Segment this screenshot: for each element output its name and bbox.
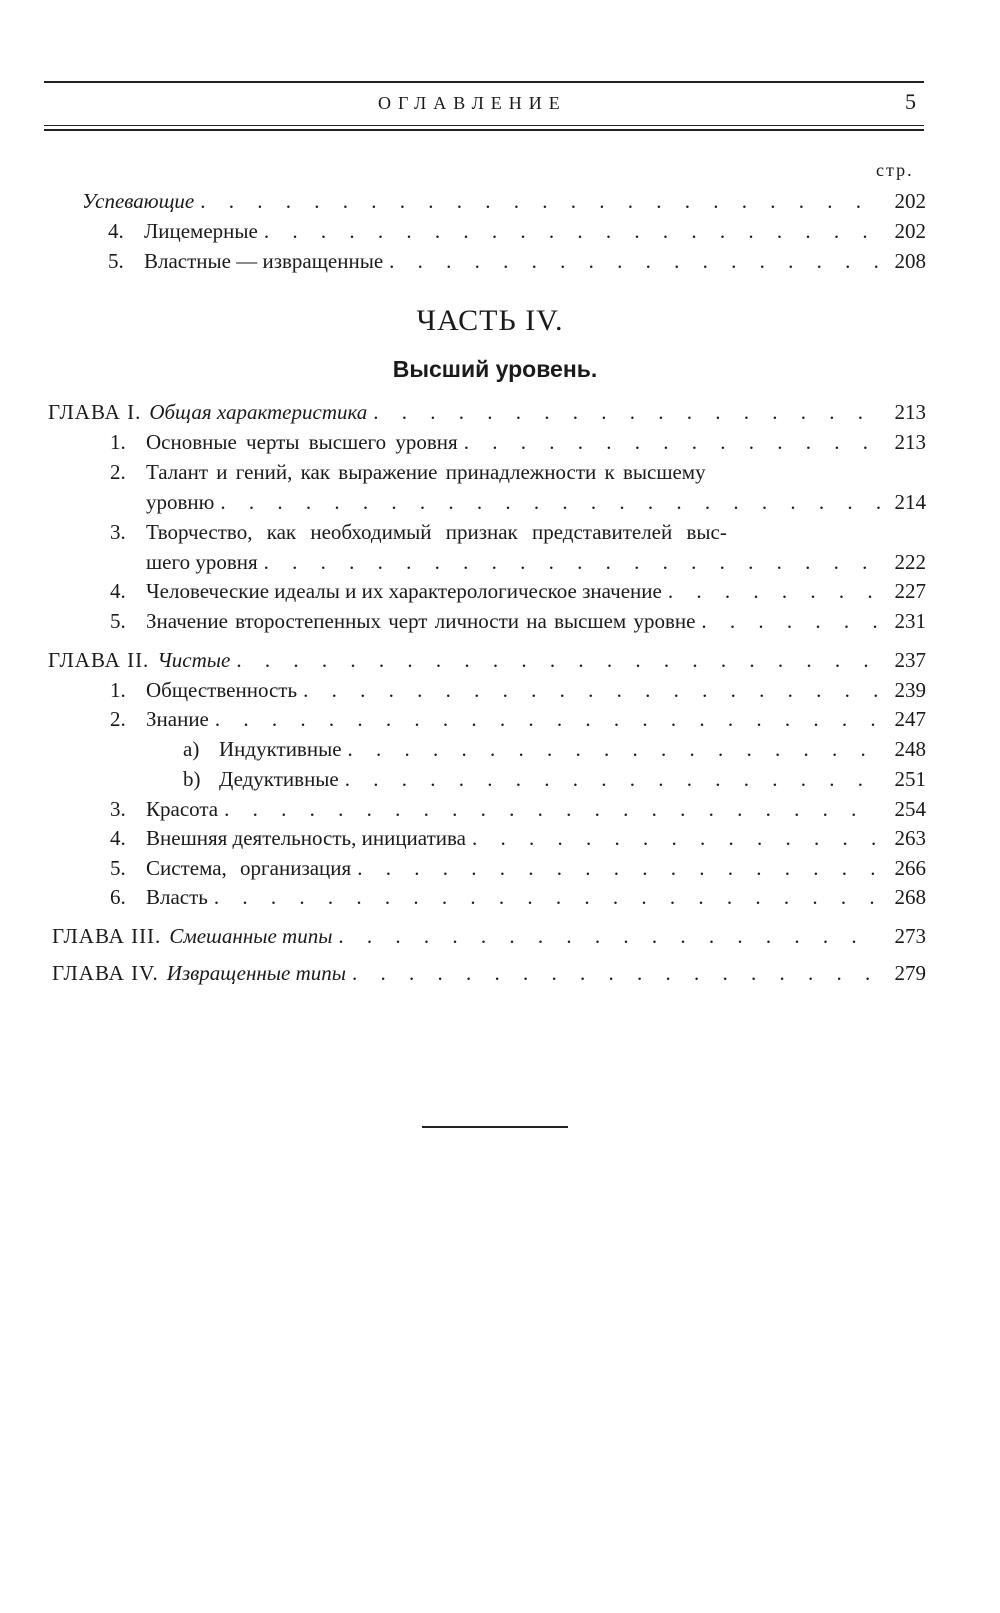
entry-page: 266 <box>894 856 926 880</box>
entry-page: 208 <box>894 249 926 273</box>
dot-leader <box>220 489 880 515</box>
header-bottom-rule <box>44 125 924 126</box>
dot-leader <box>264 218 880 244</box>
dot-leader <box>303 677 880 703</box>
chapter-title: Извращенные типы <box>166 961 346 985</box>
entry-page: 202 <box>894 189 926 213</box>
header-bottom-rule-2 <box>44 129 924 131</box>
entry-text: Лицемерные <box>144 219 258 243</box>
dot-leader <box>215 706 880 732</box>
entry-number: 6. <box>110 885 126 909</box>
toc-subentry[interactable] <box>183 736 926 762</box>
entry-page: 202 <box>894 219 926 243</box>
entry-text: Человеческие идеалы и их характерологическое значение <box>146 579 662 603</box>
chapter-entry[interactable] <box>48 399 926 425</box>
entry-number: 1. <box>110 678 126 702</box>
dot-leader <box>701 608 880 634</box>
entry-page: 213 <box>894 430 926 454</box>
toc-entry[interactable] <box>110 855 926 881</box>
dot-leader <box>224 796 880 822</box>
toc-entry[interactable] <box>110 825 926 851</box>
toc-entry-line[interactable] <box>110 459 706 485</box>
entry-page: 231 <box>894 609 926 633</box>
entry-text: Знание <box>146 707 209 731</box>
entry-text: Внешняя деятельность, инициатива <box>146 826 466 850</box>
part-subtitle: Высший уровень. <box>392 356 598 382</box>
toc-entry[interactable] <box>110 677 926 703</box>
dot-leader <box>338 923 880 949</box>
dot-leader <box>345 766 880 792</box>
entry-text: Власть <box>146 885 208 909</box>
toc-entry[interactable] <box>110 884 926 910</box>
toc-entry[interactable] <box>110 706 926 732</box>
toc-entry[interactable] <box>110 578 926 604</box>
dot-leader <box>200 188 880 214</box>
entry-text: Индуктивные <box>219 737 342 761</box>
entry-text: уровню <box>146 490 215 514</box>
toc-entry[interactable] <box>82 188 926 214</box>
entry-number: 5. <box>108 249 124 273</box>
chapter-entry[interactable] <box>52 960 926 986</box>
toc-entry[interactable] <box>110 796 926 822</box>
entry-page: 214 <box>894 490 926 514</box>
entry-text: Красота <box>146 797 219 821</box>
entry-number: a) <box>183 737 200 761</box>
entry-text: Успевающие <box>82 189 195 213</box>
entry-number: 2. <box>110 707 126 731</box>
dot-leader <box>464 429 880 455</box>
chapter-title: Чистые <box>157 648 231 672</box>
entry-page: 273 <box>894 924 926 948</box>
entry-number: 3. <box>110 797 126 821</box>
entry-number: 4. <box>110 579 126 603</box>
dot-leader <box>214 884 880 910</box>
entry-page: 237 <box>894 648 926 672</box>
entry-page: 279 <box>894 961 926 985</box>
part-title: ЧАСТЬ IV. <box>416 304 564 337</box>
entry-page: 213 <box>894 400 926 424</box>
running-head-title: ОГЛАВЛЕНИЕ <box>378 93 567 113</box>
chapter-label: ГЛАВА IV. <box>52 961 159 985</box>
entry-page: 268 <box>894 885 926 909</box>
entry-number: 5. <box>110 609 126 633</box>
dot-leader <box>357 855 880 881</box>
toc-subentry[interactable] <box>183 766 926 792</box>
entry-number: b) <box>183 767 201 791</box>
entry-page: 263 <box>894 826 926 850</box>
entry-text: Талант и гений, как выражение принадлежности к высшему <box>146 460 706 484</box>
entry-page: 247 <box>894 707 926 731</box>
entry-number: 5. <box>110 856 126 880</box>
toc-entry[interactable] <box>110 429 926 455</box>
entry-number: 4. <box>110 826 126 850</box>
entry-number: 1. <box>110 430 126 454</box>
entry-page: 251 <box>894 767 926 791</box>
chapter-label: ГЛАВА I. <box>48 400 142 424</box>
chapter-entry[interactable] <box>48 647 926 673</box>
dot-leader <box>373 399 880 425</box>
header-top-rule <box>44 81 924 83</box>
entry-number: 4. <box>108 219 124 243</box>
chapter-label: ГЛАВА II. <box>48 648 150 672</box>
chapter-title: Общая характеристика <box>149 400 368 424</box>
page-number: 5 <box>905 89 916 114</box>
dot-leader <box>264 549 880 575</box>
entry-page: 239 <box>894 678 926 702</box>
entry-text: Общественность <box>146 678 298 702</box>
toc-entry-line[interactable] <box>110 519 727 545</box>
entry-page: 254 <box>894 797 926 821</box>
toc-entry[interactable] <box>108 218 926 244</box>
entry-text: Основные черты высшего уровня <box>146 430 458 454</box>
dot-leader <box>348 736 880 762</box>
entry-text: Властные — извращенные <box>144 249 384 273</box>
entry-number: 3. <box>110 520 126 544</box>
dot-leader <box>472 825 880 851</box>
entry-text: шего уровня <box>146 550 258 574</box>
entry-text: Значение второстепенных черт личности на высшем уровне <box>146 609 696 633</box>
page-column-label: стр. <box>876 160 914 180</box>
toc-entry[interactable] <box>108 248 926 274</box>
entry-page: 227 <box>894 579 926 603</box>
entry-text: Дедуктивные <box>219 767 339 791</box>
chapter-entry[interactable] <box>52 923 926 949</box>
toc-entry-continuation[interactable] <box>146 549 926 575</box>
end-divider <box>422 1126 568 1128</box>
chapter-title: Смешанные типы <box>169 924 333 948</box>
dot-leader <box>389 248 880 274</box>
dot-leader <box>352 960 880 986</box>
entry-text: Система, организация <box>146 856 352 880</box>
entry-page: 248 <box>894 737 926 761</box>
entry-number: 2. <box>110 460 126 484</box>
chapter-label: ГЛАВА III. <box>52 924 162 948</box>
dot-leader <box>668 578 880 604</box>
dot-leader <box>236 647 880 673</box>
toc-entry[interactable] <box>110 608 926 634</box>
toc-entry-continuation[interactable] <box>146 489 926 515</box>
entry-text: Творчество, как необходимый признак представителей выс- <box>146 520 727 544</box>
entry-page: 222 <box>894 550 926 574</box>
